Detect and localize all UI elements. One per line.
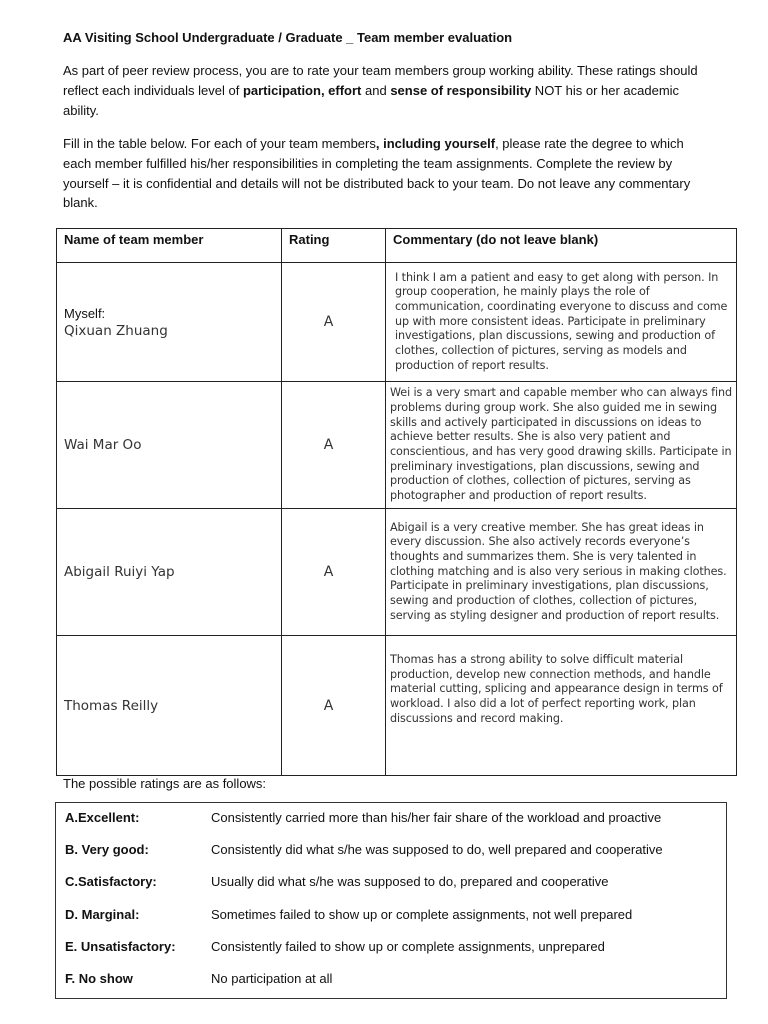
ratings-legend-box bbox=[55, 802, 727, 999]
member-commentary: I think I am a patient and easy to get along with person. In group cooperation, he mainly plays the role of communication, coordinating everyone to discuss and come up with more consistent ideas. Participate in preliminary investigations, plan discussions, sewing and production of clothes, collection of pictures, serving as models and production of report results. bbox=[386, 263, 737, 382]
header-rating: Rating bbox=[282, 229, 386, 263]
table-header-row bbox=[57, 229, 737, 263]
member-name-cell bbox=[57, 263, 282, 382]
rating-description: No participation at all bbox=[211, 971, 333, 986]
rating-description: Consistently carried more than his/her fair share of the workload and proactive bbox=[211, 810, 662, 825]
instructions-text-2: , please rate the degree to which each member fulfilled his/her responsibilities in completing the team assignments. Complete the review by yourself – it is confidential and details will not be distributed back to your team. Do not leave any commentary blank. bbox=[63, 136, 691, 211]
rating-grade: C.Satisfactory: bbox=[65, 874, 157, 889]
rating-grade: B. Very good: bbox=[65, 842, 149, 857]
rating-grade: D. Marginal: bbox=[65, 907, 140, 922]
table-row bbox=[57, 636, 737, 776]
rating-grade: A.Excellent: bbox=[65, 810, 140, 825]
member-name-cell bbox=[57, 509, 282, 636]
intro-paragraph bbox=[63, 61, 703, 120]
member-rating: A bbox=[282, 382, 386, 509]
member-name-cell bbox=[57, 382, 282, 509]
member-name: Thomas Reilly bbox=[64, 697, 159, 714]
header-name: Name of team member bbox=[57, 229, 282, 263]
document-title: AA Visiting School Undergraduate / Graduate _ Team member evaluation bbox=[63, 30, 513, 45]
rating-description: Consistently failed to show up or complete assignments, unprepared bbox=[211, 939, 605, 954]
member-commentary: Thomas has a strong ability to solve difficult material production, develop new connection methods, and handle material cutting, splicing and appearance design in terms of workload. I also did a lot of perfect reporting work, plan discussions and record making. bbox=[386, 636, 737, 776]
header-commentary: Commentary (do not leave blank) bbox=[386, 229, 737, 263]
member-name-cell bbox=[57, 636, 282, 776]
member-name: Wai Mar Oo bbox=[64, 437, 142, 453]
rating-description: Consistently did what s/he was supposed to do, well prepared and cooperative bbox=[211, 842, 663, 857]
table-row bbox=[57, 382, 737, 509]
member-name: Qixuan Zhuang bbox=[64, 322, 168, 339]
intro-text-3: NOT his or her academic ability. bbox=[63, 82, 680, 118]
member-commentary: Wei is a very smart and capable member who can always find problems during group work. She also guided me in sewing skills and actively participated in discussions on ideas to achieve better results. She is also very patient and conscientious, and has very good drawing skills. Participate in preliminary investigations, plan discussions, sewing and production of clothes, collection of pictures, serving as photographer and production of report results. bbox=[386, 382, 737, 509]
instructions-bold-1: , including yourself bbox=[375, 136, 496, 151]
evaluation-table bbox=[56, 228, 737, 776]
intro-text-1: As part of peer review process, you are to rate your team members group working ability. These ratings should reflect each individuals level of bbox=[63, 63, 698, 98]
member-name: Abigail Ruiyi Yap bbox=[64, 564, 175, 580]
member-rating: A bbox=[282, 263, 386, 382]
ratings-intro: The possible ratings are as follows: bbox=[63, 776, 267, 791]
instructions-paragraph bbox=[63, 134, 703, 213]
intro-bold-1: participation, effort bbox=[242, 82, 362, 98]
rating-description: Sometimes failed to show up or complete assignments, not well prepared bbox=[211, 907, 633, 922]
member-commentary: Abigail is a very creative member. She has great ideas in every discussion. She also actively records everyone’s thoughts and summarizes them. She is very talented in clothing matching and is also very serious in making clothes. Participate in preliminary investigations, plan discussions, sewing and production of clothes, collection of pictures, serving as styling designer and production of report results. bbox=[386, 509, 737, 636]
member-rating: A bbox=[282, 509, 386, 636]
instructions-text-1: Fill in the table below. For each of your team members bbox=[63, 136, 376, 151]
intro-bold-2: sense of responsibility bbox=[390, 82, 532, 98]
rating-grade: E. Unsatisfactory: bbox=[65, 939, 176, 954]
rating-description: Usually did what s/he was supposed to do, prepared and cooperative bbox=[211, 874, 609, 889]
table-row bbox=[57, 263, 737, 382]
member-prefix: Myself: bbox=[64, 305, 106, 321]
member-rating: A bbox=[282, 636, 386, 776]
intro-text-2: and bbox=[361, 82, 391, 98]
table-row bbox=[57, 509, 737, 636]
rating-grade: F. No show bbox=[65, 971, 133, 986]
